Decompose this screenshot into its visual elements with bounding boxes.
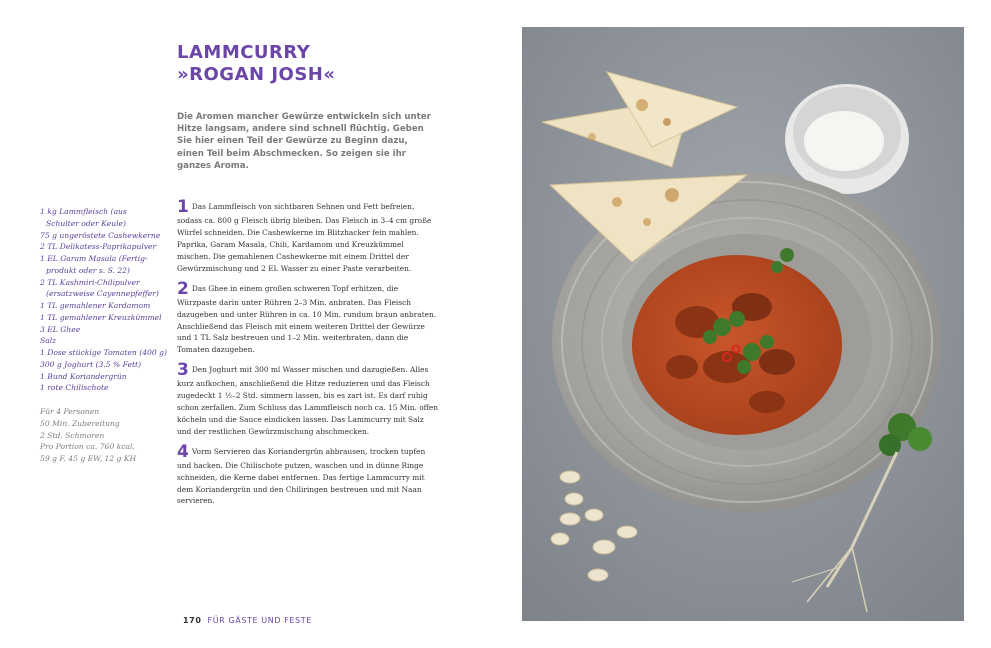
section-name: FÜR GÄSTE UND FESTE (207, 616, 312, 625)
food-photo-illustration (522, 27, 964, 621)
step-number: 1 (177, 197, 189, 217)
step-text: Vorm Servieren das Koriandergrün abbrausen, trocken tupfen und hacken. Die Chilischote putzen, waschen und in dünne Ringe schneiden, die Kerne dabei entfernen. Das fertige Lammcurry mit dem Koriandergrün und den Chiliringen bestreuen und mit Naan servieren. (177, 446, 426, 506)
ingredient-item: 1 Bund Koriandergrün (40, 371, 127, 381)
step-text: Den Joghurt mit 300 ml Wasser mischen und dazugießen. Alles kurz aufkochen, anschließend die Hitze reduzieren und das Fleisch zugedeckt 1 ½–2 Std. simmern lassen, bis es zart ist. Es darf ruhig schon zerfallen. Zum Schluss das Lammfleisch noch ca. 15 Min. offen köcheln und die Sauce eindicken lassen. Das Lammcurry mit Salz und der restlichen Gewürzmischung abschmecken. (177, 365, 439, 436)
yogurt-bowl (785, 84, 909, 194)
ingredient-item: 1 TL gemahlener Kardamom (40, 301, 151, 311)
step-4 (177, 441, 439, 508)
prep-time: 50 Min. Zubereitung (40, 418, 120, 428)
recipe-intro: Die Aromen mancher Gewürze entwickeln sich unter Hitze langsam, andere sind schnell flüchtig. Geben Sie hier einen Teil der Gewürze zu Beginn dazu, einen Teil beim Abschmecken. So zeigen sie ihr ganzes Aroma. (177, 112, 431, 171)
food-photo (522, 27, 964, 621)
ingredient-item: Salz (40, 336, 57, 346)
servings: Für 4 Personen (40, 407, 100, 416)
ingredient-item: 300 g Joghurt (3.5 % Fett) (40, 359, 142, 369)
ingredient-item: 1 rote Chilischote (40, 383, 109, 393)
ingredient-item: produkt oder s. S. 22) (46, 265, 130, 275)
ingredient-item: 2 TL Delikatess-Paprikapulver (40, 242, 157, 252)
ingredient-item: 2 TL Kashmiri-Chilipulver (40, 277, 140, 287)
step-2 (177, 278, 439, 357)
ingredient-item: 1 TL gemahlener Kreuzkümmel (40, 312, 162, 322)
step-text: Das Lammfleisch von sichtbaren Sehnen und Fett befreien, sodass ca. 800 g Fleisch übrig bleiben. Das Fleisch in 3–4 cm große Würfel schneiden. Die Cashewkerne im Blitzhacker fein mahlen. Paprika, Garam Masala, Chili, Kardamom und Kreuzkümmel mischen. Die gemahlenen Cashewkerne mit einem Drittel der Gewürzmischung und 2 EL Wasser zu einer Paste verarbeiten. (177, 202, 432, 273)
ingredient-item: 1 Dose stückige Tomaten (400 g) (40, 348, 167, 358)
ingredient-item: 3 EL Ghee (40, 324, 81, 334)
step-number: 3 (177, 360, 189, 381)
ingredient-list (40, 206, 167, 394)
page-footer (183, 616, 312, 625)
step-number: 2 (177, 278, 189, 299)
step-3 (177, 360, 439, 438)
recipe-meta (40, 406, 164, 465)
portion-kcal: Pro Portion ca. 760 kcal, (40, 442, 135, 452)
ingredient-item: Schulter oder Keule) (46, 218, 126, 228)
recipe-title-line2: »ROGAN JOSH« (177, 64, 336, 85)
step-text: Das Ghee in einem großen schweren Topf erhitzen, die Würzpaste darin unter Rühren 2–3 Min. anbraten. Das Fleisch dazugeben und unter Rühren in ca. 10 Min. rundum braun anbraten. Anschließend das Fleisch mit einem weiteren Drittel der Gewürze und 1 TL Salz bestreuen und 1–2 Min. weiterbraten, dann die Tomaten dazugeben. (177, 283, 437, 355)
recipe-title-line1: LAMMCURRY (177, 42, 311, 63)
page-number: 170 (183, 616, 202, 625)
ingredient-item: 1 EL Garam Masala (Fertig- (40, 254, 148, 264)
recipe-steps (177, 197, 439, 514)
nutrition: 59 g F, 45 g EW, 12 g KH (40, 454, 137, 464)
step-number: 4 (177, 441, 189, 462)
ingredient-item: 1 kg Lammfleisch (aus (40, 207, 127, 216)
step-1 (177, 197, 439, 275)
ingredient-item: (ersatzweise Cayennepfeffer) (46, 289, 159, 299)
recipe-title (177, 44, 335, 84)
ingredient-item: 75 g ungeröstete Cashewkerne (40, 230, 161, 240)
braise-time: 2 Std. Schmoren (40, 430, 105, 440)
